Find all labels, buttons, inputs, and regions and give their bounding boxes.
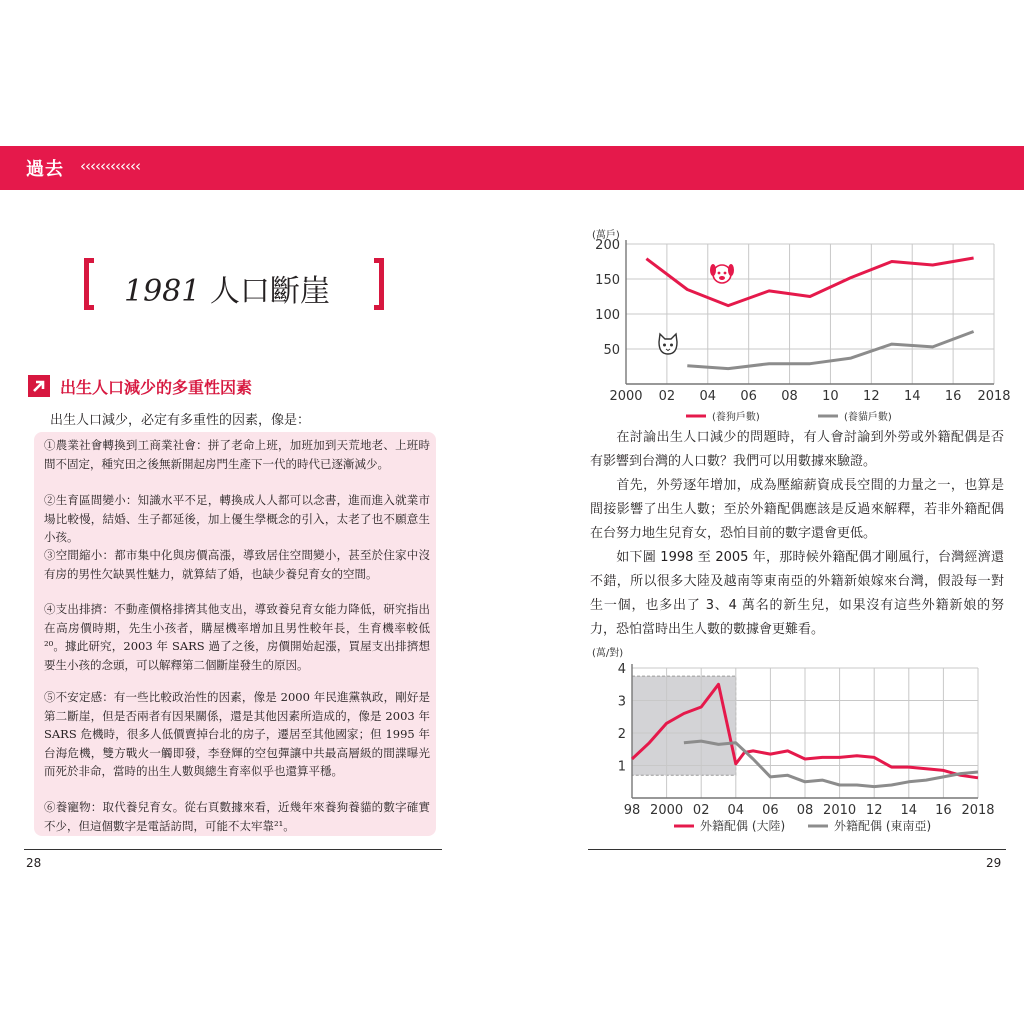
x-tick-label: 08 — [781, 389, 798, 404]
y-tick-label: 2 — [617, 727, 626, 742]
dog-icon — [710, 264, 734, 283]
body-paragraph: 首先，外勞逐年增加，成為壓縮薪資成長空間的力量之一，也算是間接影響了出生人數；至於外籍配偶應該是反過來解釋，若非外籍配偶在台努力地生兒育女，恐怕目前的數字還會更低。 — [590, 478, 1004, 541]
chapter-year: 1981 — [124, 274, 201, 309]
section-banner — [0, 146, 1024, 190]
banner-chevrons: ‹‹‹‹‹‹‹‹‹‹‹‹ — [80, 157, 140, 175]
section-title: 出生人口減少的多重性因素 — [60, 377, 253, 397]
unit-label: (萬/對) — [592, 648, 624, 659]
x-tick-label: 2010 — [823, 803, 857, 818]
foreign-spouses-chart — [586, 642, 1006, 838]
chapter-title — [84, 258, 384, 314]
legend-label: 外籍配偶 (大陸) — [700, 819, 786, 833]
x-tick-label: 06 — [740, 389, 757, 404]
chapter-title-text: 人口斷崖 — [209, 274, 330, 309]
banner-label: 過去 — [26, 159, 64, 180]
series-line-1 — [646, 258, 973, 306]
reason-item: ⑤不安定感：有一些比較政治性的因素，像是 2000 年民進黨執政，剛好是第二斷崖，但是否兩者有因果關係，還是其他因素所造成的，像是 2003 年 SARS 危機時，很多人低價賣掉台北的房子，遷居至其他國家；但 1995 年台海危機，雙方戰火一觸即發，李登輝的空包彈讓中共最高層級的間諜曝光而死於非命，當時的出生人數與總生育率似乎也還算平穩。 — [44, 690, 430, 779]
legend-label: (養狗戶數) — [712, 412, 760, 423]
x-tick-label: 04 — [699, 389, 717, 404]
x-tick-label: 08 — [796, 803, 814, 818]
legend-label: 外籍配偶 (東南亞) — [834, 819, 932, 833]
x-tick-label: 2000 — [609, 389, 643, 404]
arrow-icon — [28, 375, 50, 397]
right-bracket — [374, 258, 384, 310]
reason-item: ④支出排擠：不動產價格排擠其他支出，導致養兒育女能力降低，研究指出在高房價時期，先生小孩者，購屋機率增加且男性較年長，生育機率較低²⁰。據此研究，2003 年 SARS 過了之後，房價開始起漲，買屋支出排擠想要生小孩的念頭，可以解釋第二個斷崖發生的原因。 — [44, 602, 430, 672]
x-tick-label: 2018 — [961, 803, 995, 818]
y-tick-label: 150 — [595, 273, 620, 288]
x-tick-label: 04 — [727, 803, 745, 818]
x-tick-label: 2018 — [977, 389, 1011, 404]
y-tick-label: 1 — [617, 759, 626, 775]
x-tick-label: 14 — [903, 389, 921, 404]
reason-item: ②生育區間變小：知識水平不足，轉換成人人都可以念書，進而進入就業市場比較慢，結婚、生子都延後，加上優生學概念的引入，太老了也不願意生小孩。 — [44, 493, 430, 545]
x-tick-label: 12 — [863, 389, 880, 404]
cat-icon — [659, 334, 677, 354]
reason-item: ⑥養寵物：取代養兒育女。從右頁數據來看，近幾年來養狗養貓的數字確實不少，但這個數字是電話訪問，可能不太牢靠²¹。 — [44, 800, 430, 833]
x-tick-label: 16 — [944, 389, 962, 404]
x-tick-label: 16 — [935, 803, 952, 818]
intro-text: 出生人口減少，必定有多重性的因素，像是： — [50, 413, 311, 428]
y-tick-label: 200 — [595, 238, 620, 253]
x-tick-label: 06 — [762, 803, 779, 818]
legend-label: (養貓戶數) — [844, 412, 892, 423]
footer-rule — [588, 849, 1006, 850]
x-tick-label: 98 — [623, 803, 641, 818]
y-tick-label: 50 — [603, 343, 620, 358]
x-tick-label: 14 — [900, 803, 918, 818]
y-tick-label: 4 — [617, 662, 626, 677]
x-tick-label: 10 — [822, 389, 839, 404]
pet-households-chart — [586, 226, 1011, 426]
x-tick-label: 2000 — [650, 803, 684, 818]
unit-label: (萬戶) — [592, 230, 620, 241]
footer-rule — [24, 849, 442, 850]
y-tick-label: 100 — [595, 308, 620, 323]
left-bracket — [84, 258, 94, 310]
x-tick-label: 02 — [692, 803, 710, 818]
section-heading — [28, 374, 252, 398]
page-number-left: 28 — [26, 856, 42, 870]
reason-item: ①農業社會轉換到工商業社會：拼了老命上班，加班加到天荒地老、上班時間不固定，種究田之後無新開起房門生產下一代的時代已逐漸減少。 — [44, 438, 430, 471]
reason-item: ③空間縮小：都市集中化與房價高漲，導致居住空間變小，甚至於住家中沒有房的男性欠缺異性魅力，就算結了婚，也缺少養兒育女的空間。 — [44, 548, 430, 581]
x-tick-label: 12 — [865, 803, 883, 818]
y-tick-label: 3 — [617, 694, 626, 710]
body-paragraph: 在討論出生人口減少的問題時，有人會討論到外勞或外籍配偶是否有影響到台灣的人口數？我們可以用數據來驗證。 — [590, 430, 1004, 469]
x-tick-label: 02 — [658, 389, 676, 404]
body-paragraph: 如下圖 1998 至 2005 年，那時候外籍配偶才剛風行，台灣經濟還不錯，所以很多大陸及越南等東南亞的外籍新娘嫁來台灣，假設每一對生一個，也多出了 3、4 萬名的新生兒，如果沒有這些外籍新娘的努力，恐怕當時出生人數的數據會更難看。 — [590, 550, 1004, 637]
page-number-right: 29 — [986, 856, 1002, 870]
